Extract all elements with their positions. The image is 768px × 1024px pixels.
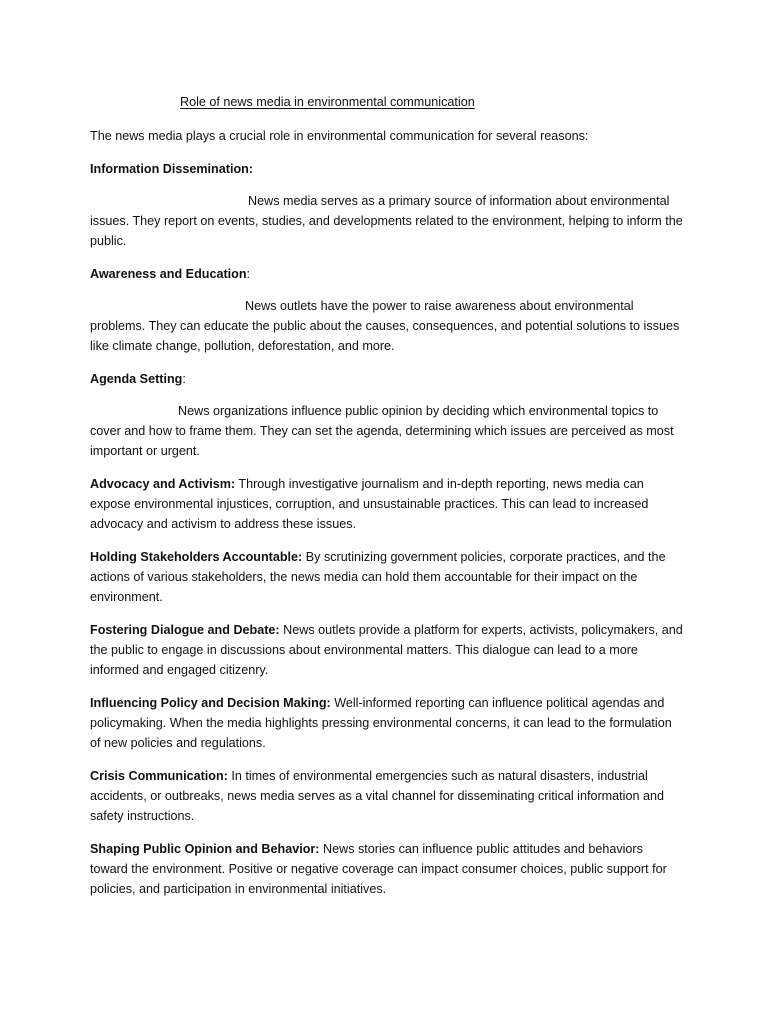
point-shaping-public-opinion <box>90 839 684 899</box>
section-heading-awareness-education <box>90 264 684 284</box>
section-heading-suffix: : <box>246 267 251 281</box>
point-label: Fostering Dialogue and Debate: <box>90 623 280 637</box>
point-advocacy-activism <box>90 474 684 534</box>
section-heading-information-dissemination <box>90 159 684 179</box>
section-heading-agenda-setting <box>90 369 684 389</box>
point-text: By scrutinizing government policies, corporate practices, and the actions of various stakeholders, the news media can hold them accountable for their impact on the environment. <box>90 550 666 604</box>
point-crisis-communication <box>90 766 684 826</box>
point-text: News stories can influence public attitudes and behaviors toward the environment. Positive or negative coverage can impact consumer choices, public support for policies, and participation in environmental initiatives. <box>90 842 667 896</box>
section-heading-label: Information Dissemination: <box>90 162 254 176</box>
document-content <box>90 92 684 912</box>
point-holding-stakeholders-accountable <box>90 547 684 607</box>
point-label: Holding Stakeholders Accountable: <box>90 550 303 564</box>
section-heading-suffix: : <box>182 372 186 386</box>
section-body-information-dissemination: News media serves as a primary source of information about environmental issues. They report on events, studies, and developments related to the environment, helping to inform the public. <box>90 194 683 248</box>
point-text: Well-informed reporting can influence political agendas and policymaking. When the media highlights pressing environmental concerns, it can lead to the formulation of new policies and regulations. <box>90 696 672 750</box>
point-text: In times of environmental emergencies such as natural disasters, industrial accidents, or outbreaks, news media serves as a vital channel for disseminating critical information and safety instructions. <box>90 769 664 823</box>
document-title: Role of news media in environmental communication <box>180 95 475 109</box>
intro-paragraph: The news media plays a crucial role in environmental communication for several reasons: <box>90 129 589 143</box>
point-label: Advocacy and Activism: <box>90 477 236 491</box>
section-body-agenda-setting: News organizations influence public opinion by deciding which environmental topics to cover and how to frame them. They can set the agenda, determining which issues are perceived as most important or urgent. <box>90 404 674 458</box>
point-label: Influencing Policy and Decision Making: <box>90 696 331 710</box>
point-text: News outlets provide a platform for experts, activists, policymakers, and the public to engage in discussions about environmental matters. This dialogue can lead to a more informed and engaged citizenry. <box>90 623 683 677</box>
section-body-awareness-education: News outlets have the power to raise awareness about environmental problems. They can educate the public about the causes, consequences, and potential solutions to issues like climate change, pollution, deforestation, and more. <box>90 299 680 353</box>
point-influencing-policy <box>90 693 684 753</box>
section-heading-label: Awareness and Education <box>90 267 247 281</box>
point-fostering-dialogue-debate <box>90 620 684 680</box>
point-text: Through investigative journalism and in-depth reporting, news media can expose environmental injustices, corruption, and unsustainable practices. This can lead to increased advocacy and activism to address these issues. <box>90 477 649 531</box>
point-label: Crisis Communication: <box>90 769 228 783</box>
section-heading-label: Agenda Setting <box>90 372 183 386</box>
point-label: Shaping Public Opinion and Behavior: <box>90 842 320 856</box>
